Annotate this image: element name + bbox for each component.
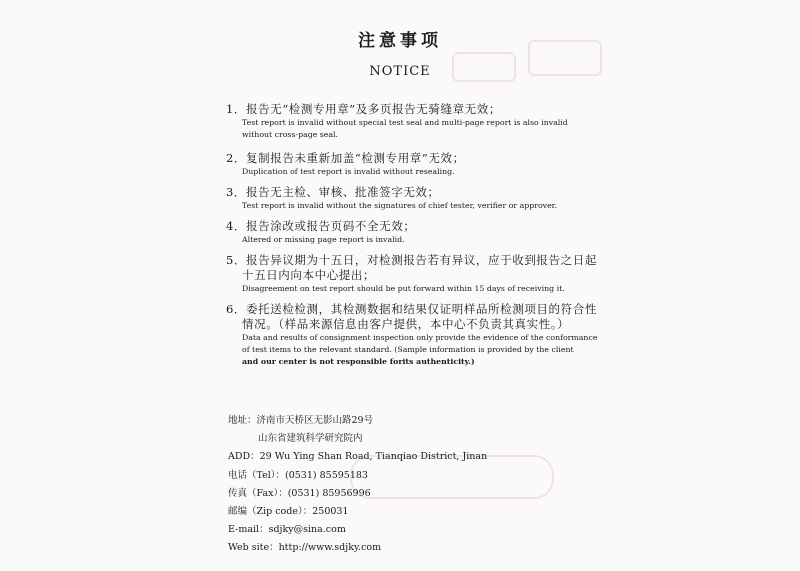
notice-zh: 5．报告异议期为十五日，对检测报告若有异议，应于收到报告之日起 [226, 253, 597, 267]
notice-item-1 [226, 102, 576, 141]
telephone: 电话（Tel）：(0531) 85595183 [228, 469, 368, 481]
notice-zh: 2．复制报告未重新加盖“检测专用章”无效； [226, 151, 465, 165]
notice-en-cont: without cross-page seal. [242, 130, 339, 139]
notice-item-5 [226, 253, 597, 295]
notice-item-3 [226, 185, 576, 212]
notice-en-cont: of test items to the relevant standard. (Sample information is provided by the client [242, 345, 574, 354]
notice-list [226, 102, 598, 368]
notice-en: Altered or missing page report is invalid. [242, 235, 405, 244]
page-subtitle: NOTICE [369, 64, 431, 79]
website: Web site：http://www.sdjky.com [228, 542, 382, 554]
notice-zh-cont: 情况。（样品来源信息由客户提供，本中心不负责其真实性。） [242, 317, 570, 331]
notice-en-bold: and our center is not responsible forits authenticity.) [242, 357, 475, 366]
notice-item-4 [226, 219, 576, 246]
fax: 传真（Fax）：(0531) 85956996 [228, 487, 371, 499]
page-title: 注意事项 [358, 31, 442, 51]
zip-code: 邮编（Zip code）：250031 [228, 506, 349, 518]
notice-en: Test report is invalid without the signatures of chief tester, verifier or approver. [242, 201, 558, 210]
notice-zh: 4．报告涂改或报告页码不全无效； [226, 219, 416, 233]
address-zh-line2: 山东省建筑科学研究院内 [258, 433, 363, 445]
notice-item-6 [226, 302, 598, 368]
notice-en: Duplication of test report is invalid without resealing. [242, 167, 455, 176]
address-zh: 地址：济南市天桥区无影山路29号 [228, 415, 374, 426]
notice-en: Disagreement on test report should be put forward within 15 days of receiving it. [242, 284, 565, 293]
notice-en: Data and results of consignment inspection only provide the evidence of the conformance [242, 333, 598, 342]
notice-item-2 [226, 151, 576, 178]
notice-en: Test report is invalid without special test seal and multi-page report is also invalid [242, 118, 568, 127]
email: E-mail：sdjky@sina.com [228, 524, 346, 536]
contact-block [228, 412, 558, 558]
address-en: ADD：29 Wu Ying Shan Road, Tianqiao District, Jinan [228, 451, 488, 463]
notice-zh: 3．报告无主检、审核、批准签字无效； [226, 185, 440, 199]
notice-zh: 1．报告无“检测专用章”及多页报告无骑缝章无效； [226, 102, 501, 116]
notice-zh-cont: 十五日内向本中心提出； [242, 268, 376, 282]
notice-zh: 6．委托送检检测，其检测数据和结果仅证明样品所检测项目的符合性 [226, 302, 597, 316]
